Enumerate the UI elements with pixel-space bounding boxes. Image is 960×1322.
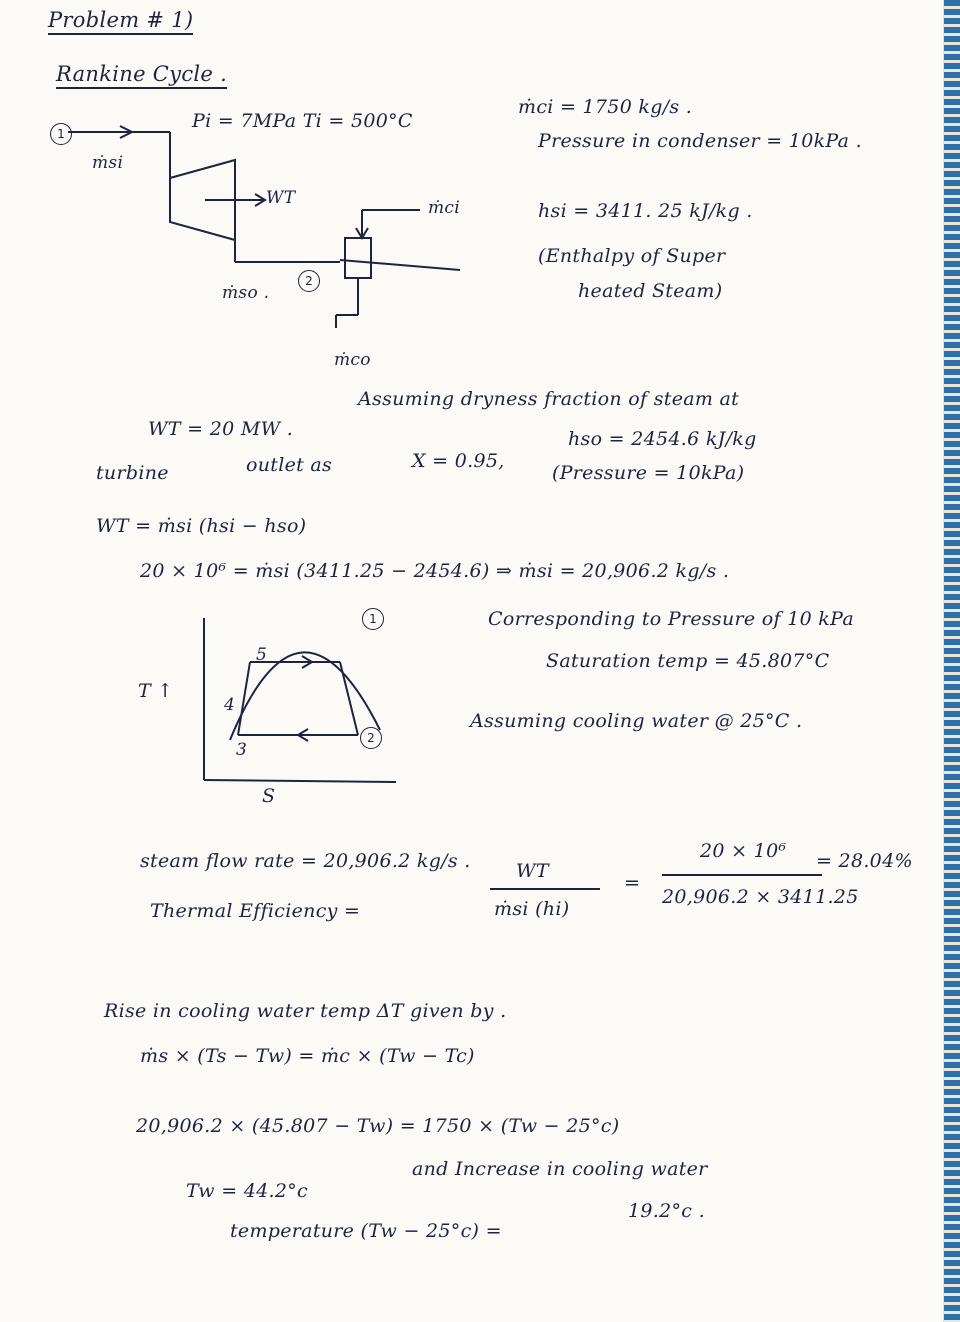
ts-point-2: 2 (360, 727, 382, 749)
s-axis-label: S (262, 785, 276, 807)
tw-result: Tw = 44.2°c (186, 1180, 309, 1202)
state-1-marker: 1 (50, 123, 72, 145)
rankine-schematic (40, 110, 480, 390)
ts-point-5: 5 (256, 645, 268, 665)
hso-pressure-note: (Pressure = 10kPa) (552, 462, 745, 484)
state-2-marker: 2 (298, 270, 320, 292)
ts-diagram (190, 600, 410, 810)
msi-label: ṁsi (92, 153, 124, 173)
cycle-heading: Rankine Cycle . (56, 62, 227, 89)
saturation-line-2: Saturation temp = 45.807°C (546, 650, 830, 672)
ts-point-4: 4 (224, 695, 236, 715)
condenser-pressure: Pressure in condenser = 10kPa . (538, 130, 862, 152)
temperature-rise-label: temperature (Tw − 25°c) = (230, 1220, 502, 1242)
dryness-assumption: Assuming dryness fraction of steam at (358, 388, 740, 410)
t-axis-label: T ↑ (138, 680, 174, 702)
cooling-line-2: ṁs × (Ts − Tw) = ṁc × (Tw − Tc) (140, 1045, 475, 1067)
wt-given: WT = 20 MW . (148, 418, 294, 440)
wt-equation: WT = ṁsi (hsi − hso) (96, 515, 307, 537)
cooling-line-1: Rise in cooling water temp ΔT given by . (104, 1000, 507, 1022)
steam-flow-rate: steam flow rate = 20,906.2 kg/s . (140, 850, 471, 872)
eff-equals: = (624, 872, 641, 894)
hso-value: hso = 2454.6 kJ/kg (568, 428, 757, 450)
eff-frac1-den: ṁsi (hi) (494, 898, 570, 920)
mso-label: ṁso . (222, 283, 270, 303)
saturation-line-3: Assuming cooling water @ 25°C . (470, 710, 803, 732)
mci-label: ṁci (428, 198, 460, 218)
enthalpy-note-2: heated Steam) (578, 280, 723, 302)
inlet-conditions: Pi = 7MPa Ti = 500°C (192, 110, 413, 132)
turbine-word: turbine (96, 462, 169, 484)
eff-result: = 28.04% (816, 850, 913, 872)
saturation-line-1: Corresponding to Pressure of 10 kPa (488, 608, 854, 630)
wt-label: WT (266, 188, 296, 208)
eff-frac2-den: 20,906.2 × 3411.25 (662, 886, 859, 908)
efficiency-label: Thermal Efficiency = (150, 900, 361, 922)
eff-frac2-num: 20 × 10⁶ (700, 840, 787, 862)
cooling-line-3: 20,906.2 × (45.807 − Tw) = 1750 × (Tw − 25°c) (136, 1115, 620, 1137)
eff-frac1-bar (490, 888, 600, 890)
increase-note: and Increase in cooling water (412, 1158, 708, 1180)
ts-point-3: 3 (236, 740, 248, 760)
eff-frac2-bar (662, 874, 822, 876)
eff-frac1-num: WT (516, 860, 549, 882)
ts-point-1: 1 (362, 608, 384, 630)
wt-numeric: 20 × 10⁶ = ṁsi (3411.25 − 2454.6) ⇒ ṁsi = 20,906.2 kg/s . (140, 560, 730, 582)
mci-flow: ṁci = 1750 kg/s . (518, 96, 693, 118)
enthalpy-note-1: (Enthalpy of Super (538, 245, 726, 267)
notebook-edge (944, 0, 960, 1322)
outlet-label: outlet as (246, 454, 333, 476)
mco-label: ṁco (334, 350, 371, 370)
problem-heading: Problem # 1) (48, 8, 193, 35)
hsi-value: hsi = 3411. 25 kJ/kg . (538, 200, 753, 222)
temperature-rise-value: 19.2°c . (628, 1200, 705, 1222)
dryness-value: X = 0.95, (412, 450, 505, 472)
